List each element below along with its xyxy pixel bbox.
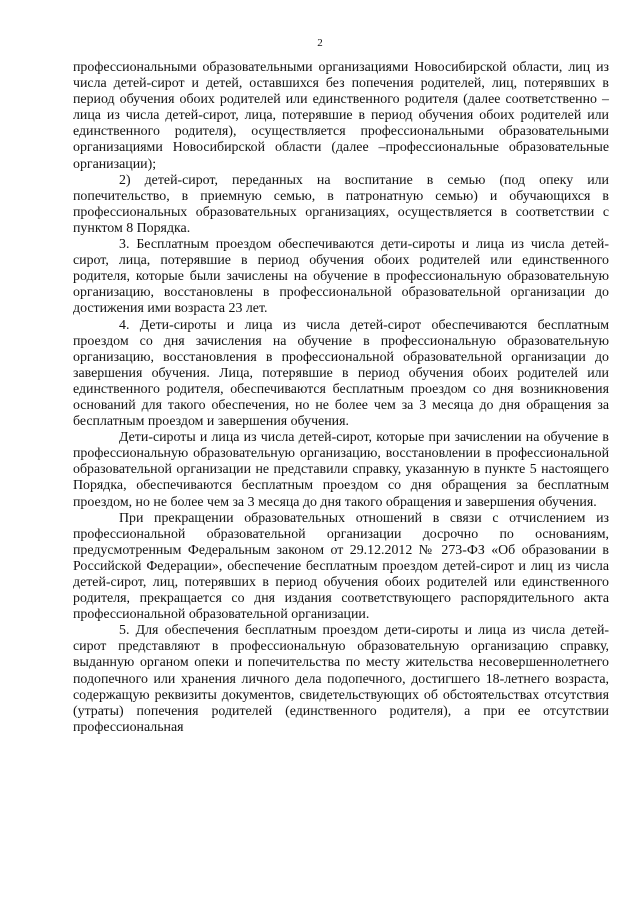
document-body: [73, 60, 609, 736]
page-number: 2: [317, 37, 323, 49]
paragraph-6: При прекращении образовательных отношений в связи с отчислением из профессиональной образовательной организации досрочно по основаниям, предусмотренным Федеральным законом от 29.12.2012 № 273-ФЗ «Об образовании в Российской Федерации», обеспечение бесплатным проездом детей-сирот и лиц из числа детей-сирот, лиц, потерявших в период обучения обоих родителей или единственного родителя, прекращается со дня издания соответствующего распорядительного акта профессиональной образовательной организации.: [73, 510, 609, 623]
paragraph-5: Дети-сироты и лица из числа детей-сирот, которые при зачислении на обучение в профессиональную образовательную организацию, восстановлении в профессиональной образовательной организации не представили справку, указанную в пункте 5 настоящего Порядка, обеспечиваются бесплатным проездом со дня обращения за бесплатным проездом, но не более чем за 3 месяца до дня такого обращения и завершения обучения.: [73, 430, 609, 510]
paragraph-4: 4. Дети-сироты и лица из числа детей-сирот обеспечиваются бесплатным проездом со дня зачисления на обучение в профессиональную образовательную организацию, восстановления в профессиональной образовательной организации до завершения обучения. Лица, потерявшие в период обучения обоих родителей или единственного родителя, обеспечиваются бесплатным проездом со дня возникновения оснований для такого обеспечения, но не более чем за 3 месяца до дня обращения за бесплатным проездом и завершения обучения.: [73, 317, 609, 430]
paragraph-1: профессиональными образовательными организациями Новосибирской области, лиц из числа детей-сирот и детей, оставшихся без попечения родителей, лиц, потерявших в период обучения обоих родителей или единственного родителя (далее соответственно – лица из числа детей-сирот, лица, потерявшие в период обучения обоих родителей или единственного родителя), осуществляется профессиональными образовательными организациями Новосибирской области (далее –профессиональные образовательные организации);: [73, 60, 609, 172]
paragraph-2: 2) детей-сирот, переданных на воспитание в семью (под опеку или попечительство, в приемную семью, в патронатную семью) и обучающихся в профессиональных образовательных организациях, осуществляется в соответствии с пунктом 8 Порядка.: [73, 172, 609, 236]
paragraph-3: 3. Бесплатным проездом обеспечиваются дети-сироты и лица из числа детей-сирот, лица, потерявшие в период обучения обоих родителей или единственного родителя, которые были зачислены на обучение в профессиональную образовательную организацию, восстановлены в профессиональной образовательной организации до достижения ими возраста 23 лет.: [73, 237, 609, 317]
paragraph-7: 5. Для обеспечения бесплатным проездом дети-сироты и лица из числа детей-сирот представляют в профессиональную образовательную организацию справку, выданную органом опеки и попечительства по месту жительства несовершеннолетнего подопечного или хранения личного дела подопечного, достигшего 18-летнего возраста, содержащую реквизиты документов, свидетельствующих об обстоятельствах отсутствия (утраты) попечения родителей (единственного родителя), а при ее отсутствии профессиональная: [73, 623, 609, 735]
